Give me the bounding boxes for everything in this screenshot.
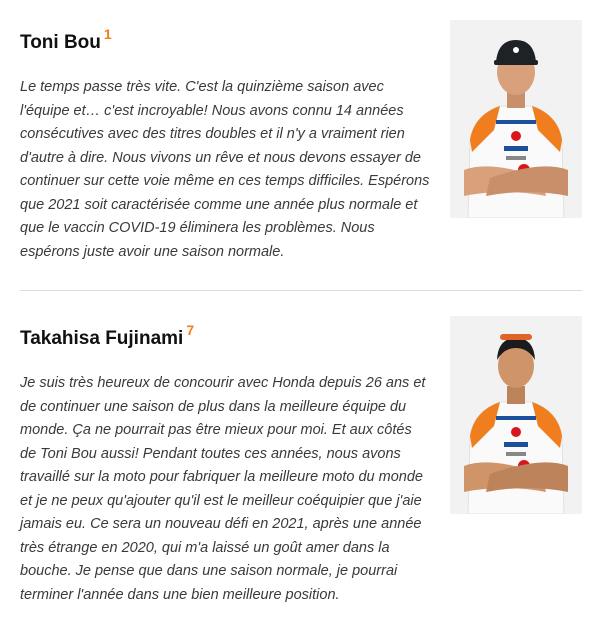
rider-name-text: Toni Bou	[20, 32, 101, 53]
rider-card-takahisa-fujinami	[20, 316, 582, 616]
rider-portrait-photo	[450, 20, 582, 218]
rider-number-badge: 7	[186, 322, 195, 338]
rider-name-text: Takahisa Fujinami	[20, 328, 184, 349]
rider-portrait-illustration	[450, 20, 582, 218]
rider-portrait-illustration	[450, 316, 582, 514]
rider-name-heading	[20, 322, 195, 350]
rider-card-toni-bou	[20, 20, 582, 270]
section-divider	[20, 290, 582, 291]
rider-quote: Le temps passe très vite. C'est la quinzième saison avec l'équipe et… c'est incroyable! Nous avons connu 14 années consécutives avec des titres doubles et il n'y a vraiment rien d'autre à dire. Nous vivons un rêve et nous devons essayer de continuer sur cette voie même en ces temps difficiles. Espérons que 2021 soit caractérisée comme une année plus normale et que le vaccin COVID-19 éliminera les problèmes. Nous espérons juste avoir une saison normale.	[20, 79, 430, 260]
rider-quote: Je suis très heureux de concourir avec Honda depuis 26 ans et de continuer une saison de plus dans la meilleure équipe du monde. Ça ne pourrait pas être mieux pour moi. Et aux côtés de Toni Bou aussi! Pendant toutes ces années, nous avons travaillé sur la moto pour fabriquer la meilleure moto du monde et je ne peux qu'ajouter qu'il est le meilleur coéquipier que j'aie jamais eu. Ce sera un nouveau défi en 2021, après une année très étrange en 2020, qui m'a laissé un goût amer dans la bouche. Je pense que dans une saison normale, je pourrai terminer l'année dans une bien meilleure position.	[20, 375, 426, 603]
rider-name-heading	[20, 26, 112, 54]
rider-number-badge: 1	[103, 26, 112, 42]
rider-portrait-photo	[450, 316, 582, 514]
